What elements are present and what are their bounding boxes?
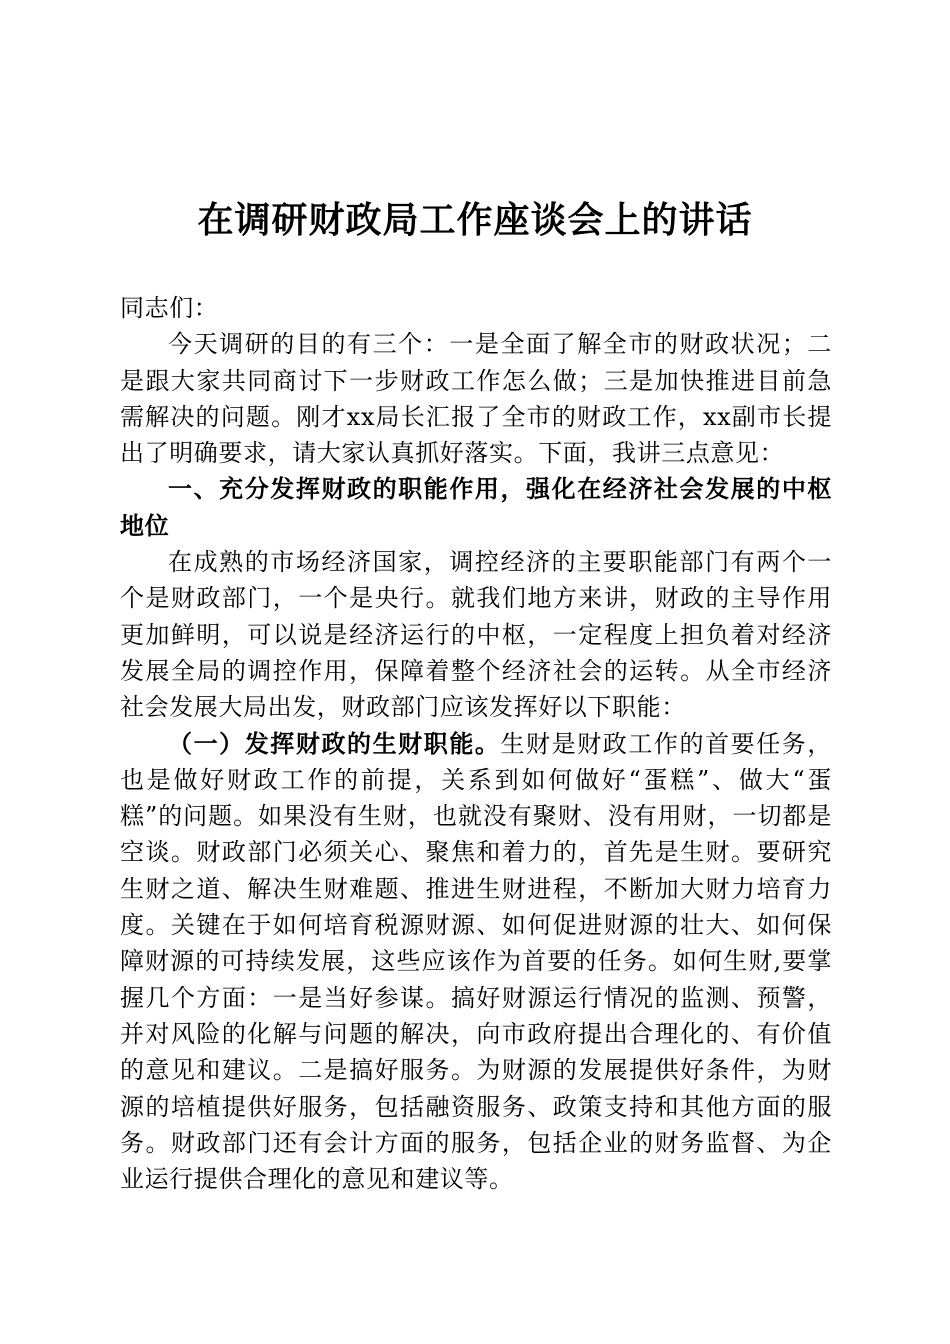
subsection-1-text: 生财是财政工作的首要任务，也是做好财政工作的前提，关系到如何做好“蛋糕”、做大“蛋糕”的问题。如果没有生财，也就没有聚财、没有用财，一切都是空谈。财政部门必须关心、聚焦和着力的，首先是生财。要研究生财之道、解决生财难题、推进生财进程，不断加大财力培育力度。关键在于如何培育税源财源、如何促进财源的壮大、如何保障财源的可持续发展，这些应该作为首要的任务。如何生财,要掌握几个方面：一是当好参谋。搞好财源运行情况的监测、预警，并对风险的化解与问题的解决，向市政府提出合理化的、有价值的意见和建议。二是搞好服务。为财源的发展提供好条件，为财源的培植提供好服务，包括融资服务、政策支持和其他方面的服务。财政部门还有会计方面的服务，包括企业的财务监督、为企业运行提供合理化的意见和建议等。 — [120, 729, 832, 1194]
paragraph-subsection-1 — [120, 726, 832, 1198]
paragraph-intro: 今天调研的目的有三个：一是全面了解全市的财政状况；二是跟大家共同商讨下一步财政工作怎么做；三是加快推进目前急需解决的问题。刚才xx局长汇报了全市的财政工作，xx副市长提出了明确要求，请大家认真抓好落实。下面，我讲三点意见： — [120, 330, 832, 468]
section-heading-1: 一、充分发挥财政的职能作用，强化在经济社会发展的中枢地位 — [120, 475, 832, 540]
paragraph-section-1: 在成熟的市场经济国家，调控经济的主要职能部门有两个一个是财政部门，一个是央行。就我们地方来讲，财政的主导作用更加鲜明，可以说是经济运行的中枢，一定程度上担负着对经济发展全局的调控作用，保障着整个经济社会的运转。从全市经济社会发展大局出发，财政部门应该发挥好以下职能： — [120, 548, 832, 722]
subsection-heading-1: （一）发挥财政的生财职能。 — [168, 728, 501, 758]
document-title: 在调研财政局工作座谈会上的讲话 — [197, 199, 753, 241]
document-body — [120, 290, 832, 1197]
salutation: 同志们： — [120, 294, 219, 322]
